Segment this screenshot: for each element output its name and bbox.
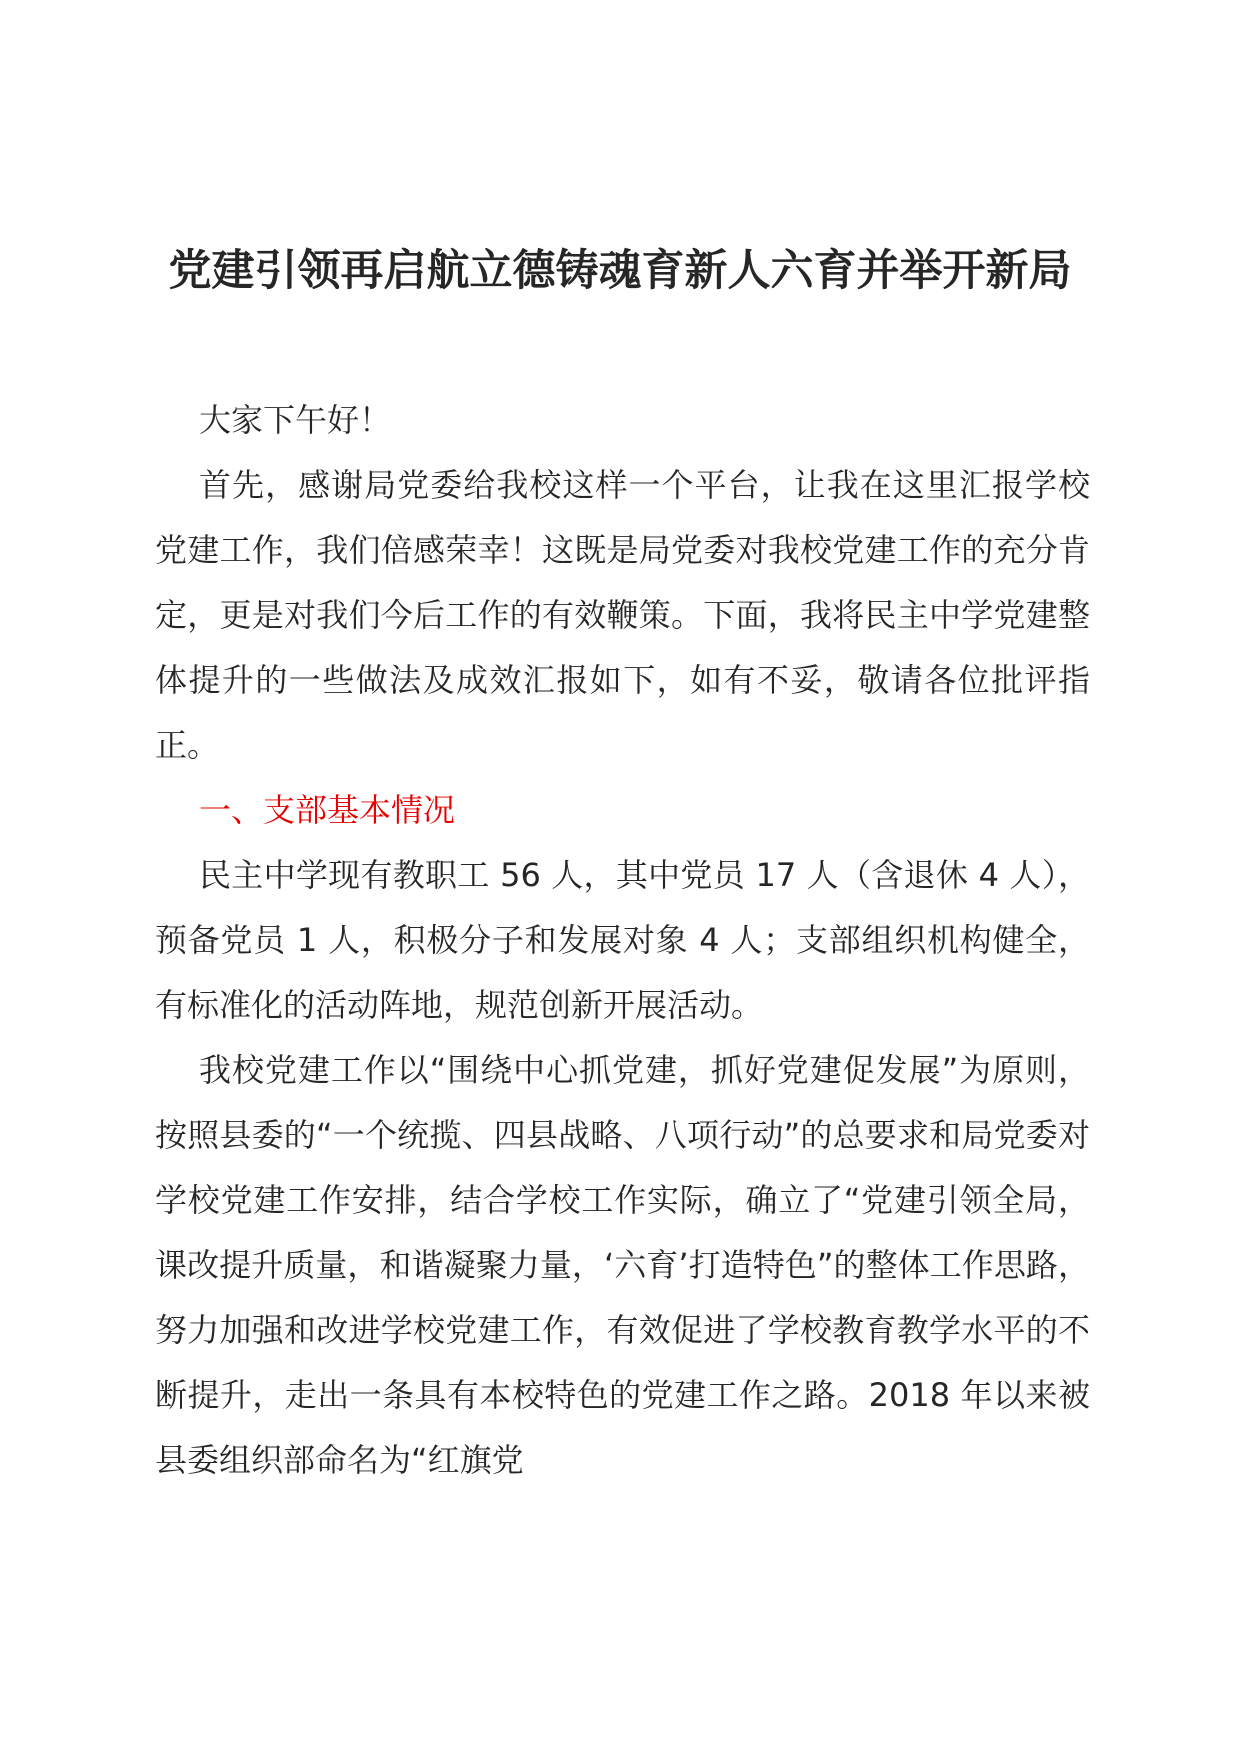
intro-paragraph: 首先，感谢局党委给我校这样一个平台，让我在这里汇报学校党建工作，我们倍感荣幸！这既是局党委对我校党建工作的充分肯定，更是对我们今后工作的有效鞭策。下面，我将民主中学党建整体提升的一些做法及成效汇报如下，如有不妥，敬请各位批评指正。 — [155, 466, 1090, 764]
document-body — [155, 388, 1090, 1493]
document-title: 党建引领再启航立德铸魂育新人六育并举开新局 — [168, 246, 1072, 296]
section-heading-branch-overview: 一、支部基本情况 — [199, 791, 456, 829]
branch-stats-paragraph: 民主中学现有教职工 56 人，其中党员 17 人（含退休 4 人），预备党员 1 人，积极分子和发展对象 4 人；支部组织机构健全，有标准化的活动阵地，规范创新开展活动。 — [155, 856, 1090, 1024]
party-work-paragraph: 我校党建工作以“围绕中心抓党建，抓好党建促发展”为原则，按照县委的“一个统揽、四县战略、八项行动”的总要求和局党委对学校党建工作安排，结合学校工作实际，确立了“党建引领全局，课改提升质量，和谐凝聚力量，‘六育’打造特色”的整体工作思路，努力加强和改进学校党建工作，有效促进了学校教育教学水平的不断提升，走出一条具有本校特色的党建工作之路。2018 年以来被县委组织部命名为“红旗党 — [155, 1051, 1090, 1479]
greeting-paragraph: 大家下午好！ — [199, 401, 392, 439]
